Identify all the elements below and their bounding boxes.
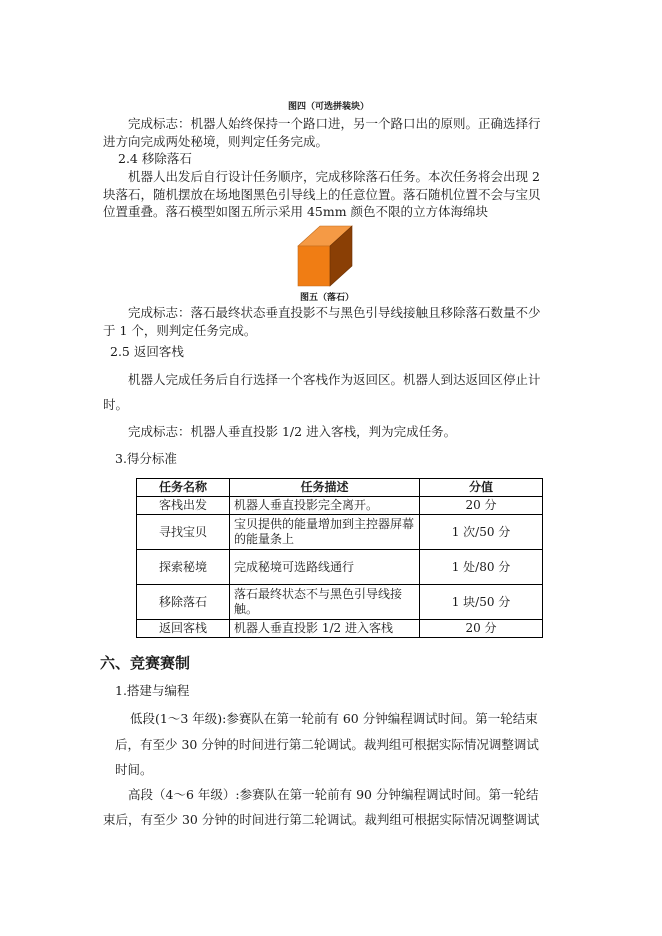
task-desc-cell: 宝贝提供的能量增加到主控器屏幕的能量条上: [230, 515, 420, 550]
paragraph-line: 机器人完成任务后自行选择一个客栈作为返回区。机器人到达返回区停止计: [128, 372, 541, 387]
task-name-cell: 返回客栈: [137, 620, 230, 638]
paragraph-line: 时间。: [115, 762, 153, 777]
figure-5-caption: 图五（落石）: [300, 293, 355, 303]
paragraph-line: 低段(1～3 年级):参赛队在第一轮前有 60 分钟编程调试时间。第一轮结束: [130, 711, 538, 726]
section-2-5-heading: 2.5 返回客栈: [110, 344, 184, 359]
table-row: [137, 585, 543, 620]
paragraph-line: 高段（4～6 年级）:参赛队在第一轮前有 90 分钟编程调试时间。第一轮结: [128, 787, 539, 802]
paragraph-line: 进方向完成两处秘境，则判定任务完成。: [103, 134, 329, 149]
score-cell: 1 次/50 分: [420, 515, 543, 550]
paragraph-line: 位置重叠。落石模型如图五所示采用 45mm 颜色不限的立方体海绵块: [103, 204, 489, 219]
task-name-cell: 探索秘境: [137, 550, 230, 585]
table-row: [137, 550, 543, 585]
task-name-cell: 客栈出发: [137, 497, 230, 515]
table-row: [137, 497, 543, 515]
paragraph-line: 块落石，随机摆放在场地图黑色引导线上的任意位置。落石随机位置不会与宝贝: [103, 187, 541, 202]
paragraph-line: 后，有至少 30 分钟的时间进行第二轮调试。裁判组可根据实际情况调整调试: [115, 737, 539, 752]
paragraph-line: 完成标志：机器人垂直投影 1/2 进入客栈，判为完成任务。: [128, 424, 457, 439]
score-cell: 20 分: [420, 620, 543, 638]
paragraph-line: 时。: [103, 397, 129, 412]
table-header-row: [137, 479, 543, 497]
task-desc-cell: 机器人垂直投影完全离开。: [230, 497, 420, 515]
task-name-cell: 寻找宝贝: [137, 515, 230, 550]
section-3-heading: 3.得分标准: [115, 451, 177, 466]
paragraph-line: 于 1 个，则判定任务完成。: [103, 323, 257, 338]
section-6-1-heading: 1.搭建与编程: [115, 683, 190, 698]
score-cell: 1 块/50 分: [420, 585, 543, 620]
paragraph-line: 完成标志：落石最终状态垂直投影不与黑色引导线接触且移除落石数量不少: [128, 305, 541, 320]
header-score: 分值: [420, 479, 543, 497]
table-row: [137, 515, 543, 550]
scoring-table: [136, 478, 543, 638]
paragraph-line: 机器人出发后自行设计任务顺序，完成移除落石任务。本次任务将会出现 2: [128, 169, 540, 184]
falling-rock-cube-figure: [292, 224, 362, 290]
task-desc-cell: 完成秘境可选路线通行: [230, 550, 420, 585]
header-task-name: 任务名称: [137, 479, 230, 497]
score-cell: 20 分: [420, 497, 543, 515]
table-row: [137, 620, 543, 638]
header-task-desc: 任务描述: [230, 479, 420, 497]
task-desc-cell: 落石最终状态不与黑色引导线接触。: [230, 585, 420, 620]
section-2-4-heading: 2.4 移除落石: [118, 151, 192, 166]
score-cell: 1 处/80 分: [420, 550, 543, 585]
paragraph-line: 束后，有至少 30 分钟的时间进行第二轮调试。裁判组可根据实际情况调整调试: [103, 812, 540, 827]
task-name-cell: 移除落石: [137, 585, 230, 620]
cube-front-face: [298, 246, 330, 286]
task-desc-cell: 机器人垂直投影 1/2 进入客栈: [230, 620, 420, 638]
section-6-heading: 六、竞赛赛制: [100, 654, 191, 672]
paragraph-line: 完成标志：机器人始终保持一个路口进，另一个路口出的原则。正确选择行: [128, 116, 541, 131]
figure-4-caption: 图四（可选拼装块）: [288, 102, 370, 112]
